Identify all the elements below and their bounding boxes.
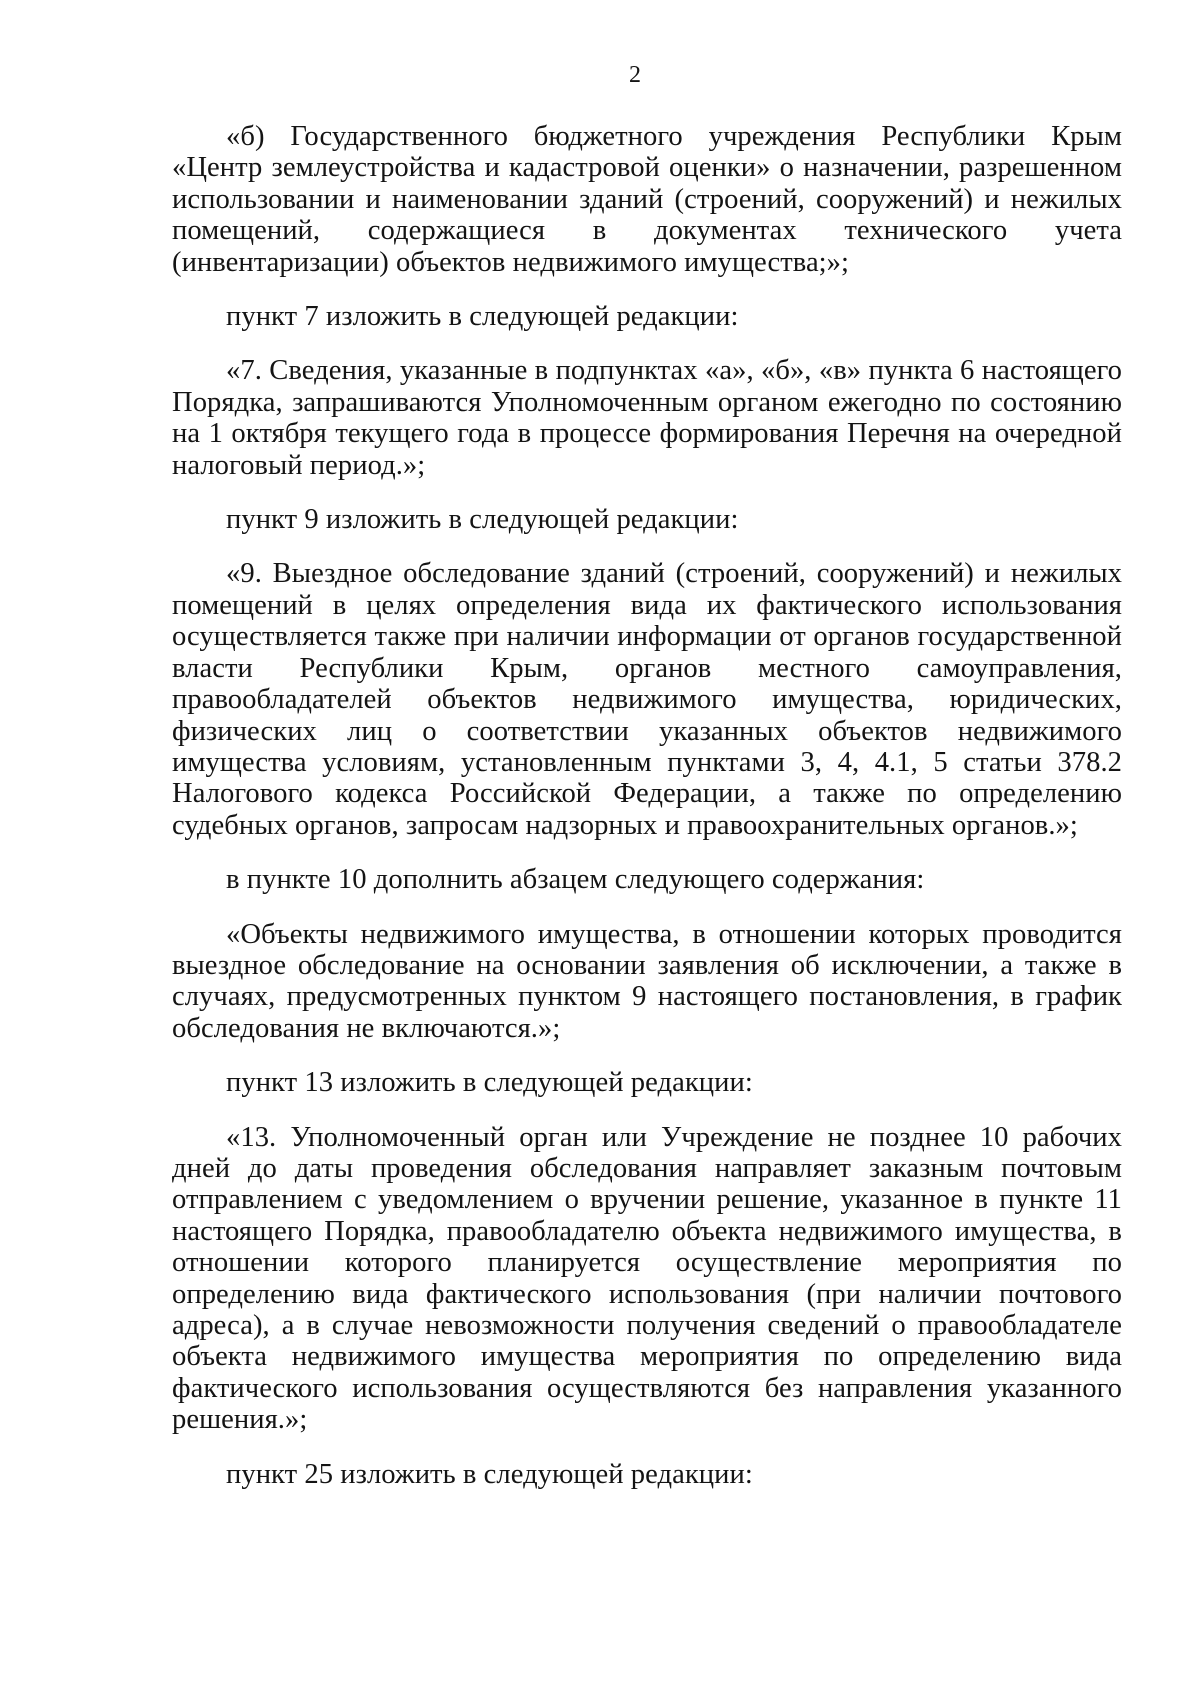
paragraph-item-10-addition: «Объекты недвижимого имущества, в отношении которых проводится выездное обследование на основании заявления об исключении, а также в случаях, предусмотренных пунктом 9 настоящего постановления, в график обследования не включаются.»;: [172, 918, 1122, 1044]
paragraph-item-7-text: «7. Сведения, указанные в подпунктах «а», «б», «в» пункта 6 настоящего Порядка, запрашиваются Уполномоченным органом ежегодно по состоянию на 1 октября текущего года в процессе формирования Перечня на очередной налоговый период.»;: [172, 355, 1122, 481]
paragraph-instruction-item-13: пункт 13 изложить в следующей редакции:: [226, 1067, 753, 1099]
paragraph-subitem-b-text: «б) Государственного бюджетного учреждения Республики Крым «Центр землеустройства и кадастровой оценки» о назначении, разрешенном использовании и наименовании зданий (строений, сооружений) и нежилых помещений, содержащиеся в документах технического учета (инвентаризации) объектов недвижимого имущества;»;: [172, 121, 1122, 278]
paragraph-instruction-item-10: в пункте 10 дополнить абзацем следующего содержания:: [226, 864, 925, 896]
paragraph-item-13-text: «13. Уполномоченный орган или Учреждение не позднее 10 рабочих дней до даты проведения обследования направляет заказным почтовым отправлением с уведомлением о вручении решение, указанное в пункте 11 настоящего Порядка, правообладателю объекта недвижимого имущества, в отношении которого планируется осуществление мероприятия по определению вида фактического использования (при наличии почтового адреса), а в случае невозможности получения сведений о правообладателе объекта недвижимого имущества мероприятия по определению вида фактического использования осуществляются без направления указанного решения.»;: [172, 1121, 1122, 1436]
page-number: 2: [629, 62, 641, 88]
paragraph-instruction-item-25: пункт 25 изложить в следующей редакции:: [226, 1458, 753, 1490]
document-body: [172, 121, 1122, 1513]
paragraph-instruction-item-7: пункт 7 изложить в следующей редакции:: [226, 301, 739, 333]
paragraph-instruction-item-9: пункт 9 изложить в следующей редакции:: [226, 504, 739, 536]
paragraph-item-9-text: «9. Выездное обследование зданий (строений, сооружений) и нежилых помещений в целях определения вида их фактического использования осуществляется также при наличии информации от органов государственной власти Республики Крым, органов местного самоуправления, правообладателей объектов недвижимого имущества, юридических, физических лиц о соответствии указанных объектов недвижимого имущества условиям, установленным пунктами 3, 4, 4.1, 5 статьи 378.2 Налогового кодекса Российской Федерации, а также по определению судебных органов, запросам надзорных и правоохранительных органов.»;: [172, 558, 1122, 841]
